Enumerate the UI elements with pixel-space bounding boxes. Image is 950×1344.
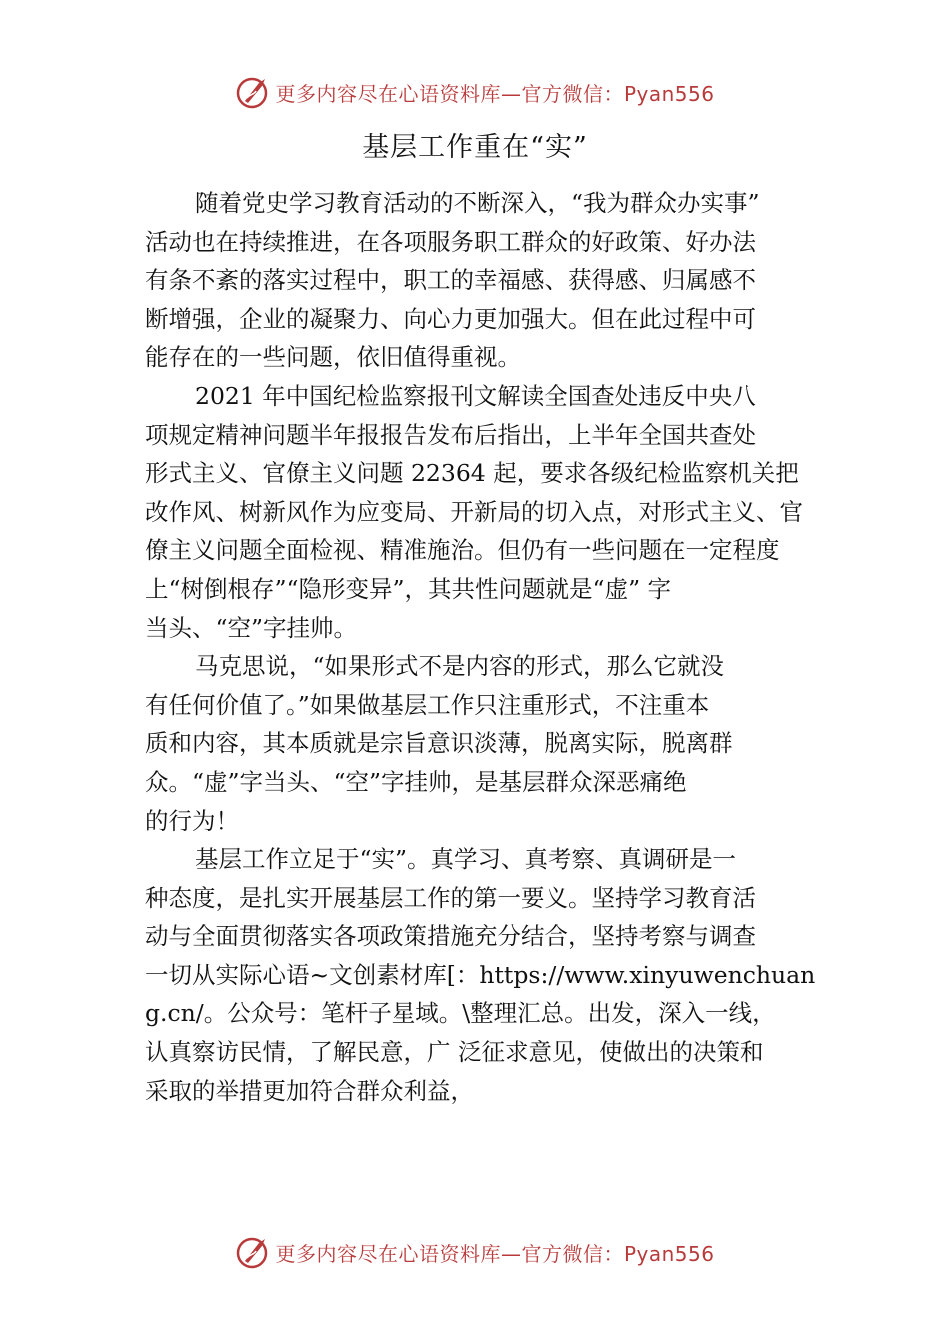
pen-nib-logo-icon [235, 1234, 271, 1270]
text-line: 形式主义、官僚主义问题 22364 起，要求各级纪检监察机关把 [145, 459, 799, 488]
text-line: 2021 年中国纪检监察报刊文解读全国查处违反中央八 [195, 381, 756, 410]
footer-banner-text: 更多内容尽在心语资料库—官方微信：Pyan556 [275, 1241, 715, 1266]
header-banner [0, 70, 950, 114]
text-line: 的行为！ [145, 806, 239, 835]
text-line: 项规定精神问题半年报报告发布后指出，上半年全国共查处 [145, 420, 756, 449]
text-line: 认真察访民情，了解民意，广 泛征求意见，使做出的决策和 [145, 1038, 764, 1067]
text-line: 能存在的一些问题，依旧值得重视。 [145, 343, 521, 372]
paragraph-4 [145, 840, 825, 1110]
text-line: 有条不紊的落实过程中，职工的幸福感、获得感、归属感不 [145, 266, 756, 295]
header-banner-text: 更多内容尽在心语资料库—官方微信：Pyan556 [275, 81, 715, 106]
text-line: 质和内容，其本质就是宗旨意识淡薄，脱离实际，脱离群 [145, 729, 733, 758]
text-line: 随着党史学习教育活动的不断深入，“我为群众办实事” [195, 189, 760, 217]
footer-banner [0, 1230, 950, 1274]
paragraph-1 [145, 184, 825, 377]
text-line: 当头、“空”字挂帅。 [145, 613, 358, 642]
text-line: 种态度，是扎实开展基层工作的第一要义。坚持学习教育活 [145, 883, 756, 912]
text-line: 僚主义问题全面检视、精准施治。但仍有一些问题在一定程度 [145, 536, 780, 565]
text-line: 马克思说，“如果形式不是内容的形式，那么它就没 [195, 652, 725, 681]
text-line: 众。“虚”字当头、“空”字挂帅，是基层群众深恶痛绝 [145, 767, 687, 796]
text-line: g.cn/。公众号：笔杆子星域。\整理汇总。出发，深入一线， [145, 999, 776, 1028]
text-line: 一切从实际心语~文创素材库[：https://www.xinyuwenchuan [145, 960, 816, 989]
pen-nib-logo-icon [235, 74, 271, 110]
paragraph-3 [145, 647, 825, 840]
text-line: 活动也在持续推进，在各项服务职工群众的好政策、好办法 [145, 227, 756, 256]
text-line: 动与全面贯彻落实各项政策措施充分结合，坚持考察与调查 [145, 922, 756, 951]
page-title: 基层工作重在“实” [362, 132, 588, 163]
text-line: 采取的举措更加符合群众利益， [145, 1076, 474, 1105]
text-line: 上“树倒根存”“隐形变异”，其共性问题就是“虚” 字 [145, 574, 672, 603]
text-line: 基层工作立足于“实”。真学习、真考察、真调研是一 [195, 845, 737, 874]
document-body [145, 184, 825, 1110]
text-line: 有任何价值了。”如果做基层工作只注重形式，不注重本 [145, 690, 710, 719]
text-line: 改作风、树新风作为应变局、开新局的切入点，对形式主义、官 [145, 497, 803, 526]
text-line: 断增强，企业的凝聚力、向心力更加强大。但在此过程中可 [145, 304, 756, 333]
paragraph-2 [145, 377, 825, 647]
